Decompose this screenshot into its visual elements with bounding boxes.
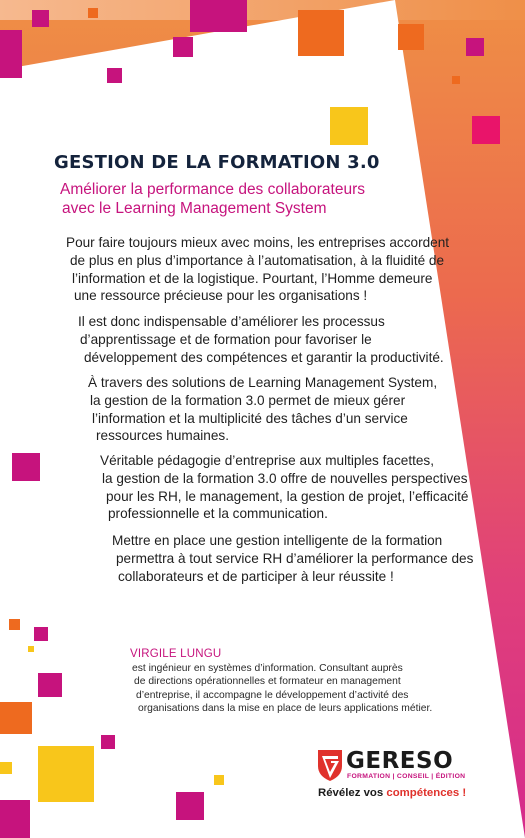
paragraph-line: ressources humaines. — [96, 428, 229, 444]
decor-square — [38, 673, 62, 697]
author-name: VIRGILE LUNGU — [130, 648, 222, 660]
paragraph-line: permettra à tout service RH d’améliorer la performance des — [116, 550, 474, 566]
body-paragraph-4 — [96, 452, 468, 523]
paragraph-line: d’apprentissage et de formation pour favoriser le — [80, 331, 372, 347]
paragraph-line: Mettre en place une gestion intelligente de la formation — [112, 533, 443, 548]
paragraph-line: développement des compétences et garantir la productivité. — [84, 349, 444, 365]
bio-line: est ingénieur en systèmes d’information. Consultant auprès — [132, 663, 403, 674]
decor-square — [0, 702, 32, 734]
paragraph-line: l’information et la multiplicité des tâches d’un service — [92, 410, 408, 426]
author-bio — [130, 662, 432, 716]
body-paragraph-5 — [108, 532, 473, 585]
paragraph-line: une ressource précieuse pour les organisations ! — [74, 288, 368, 304]
decor-square — [330, 107, 368, 145]
paragraph-line: la gestion de la formation 3.0 permet de mieux gérer — [90, 392, 406, 408]
body-paragraph-3 — [84, 374, 437, 445]
paragraph-line: l’information et de la logistique. Pourtant, l’Homme demeure — [72, 270, 433, 286]
decor-square — [398, 24, 424, 50]
publisher-tagline: FORMATION | CONSEIL | ÉDITION — [347, 773, 466, 780]
decor-square — [34, 627, 48, 641]
decor-square — [190, 0, 247, 32]
decor-square — [466, 38, 484, 56]
slogan-accent: compétences ! — [386, 787, 467, 799]
paragraph-line: À travers des solutions de Learning Management System, — [88, 375, 438, 390]
book-subtitle — [60, 180, 365, 218]
decor-square — [9, 619, 20, 630]
slogan-text: Révélez vos — [318, 787, 387, 799]
decor-square — [214, 775, 224, 785]
decor-square — [32, 10, 49, 27]
decor-square — [0, 30, 22, 78]
subtitle-line: Améliorer la performance des collaborateurs — [60, 181, 365, 198]
bio-line: d’entreprise, il accompagne le développement d’activité des — [136, 689, 409, 701]
decor-square — [88, 8, 98, 18]
book-title: GESTION DE LA FORMATION 3.0 — [54, 152, 380, 173]
paragraph-line: la gestion de la formation 3.0 offre de nouvelles perspectives — [102, 470, 468, 486]
decor-square — [0, 762, 12, 774]
paragraph-line: pour les RH, le management, la gestion de projet, l’efficacité — [106, 488, 469, 504]
paragraph-line: Il est donc indispensable d’améliorer les processus — [78, 314, 385, 329]
decor-square — [12, 453, 40, 481]
body-paragraph-1 — [62, 234, 449, 305]
paragraph-line: Véritable pédagogie d’entreprise aux multiples facettes, — [100, 453, 435, 468]
decor-square — [28, 646, 34, 652]
bio-line: organisations dans la mise en place de leurs applications métier. — [138, 703, 433, 715]
decor-square — [101, 735, 115, 749]
paragraph-line: Pour faire toujours mieux avec moins, les entreprises accordent — [66, 235, 450, 250]
decor-square — [107, 68, 122, 83]
decor-square — [173, 37, 193, 57]
paragraph-line: de plus en plus d’importance à l’automatisation, à la fluidité de — [70, 252, 445, 268]
gereso-shield-logo-icon — [316, 748, 344, 782]
decor-square — [0, 800, 30, 838]
publisher-slogan — [318, 787, 466, 799]
body-paragraph-2 — [74, 313, 444, 366]
decor-square — [472, 116, 500, 144]
decor-square — [298, 10, 344, 56]
paragraph-line: collaborateurs et de participer à leur réussite ! — [118, 568, 394, 584]
decor-square — [38, 746, 94, 802]
paragraph-line: professionnelle et la communication. — [108, 506, 328, 522]
publisher-name: GERESO — [346, 748, 454, 774]
decor-square — [452, 76, 460, 84]
decor-square — [176, 792, 204, 820]
bio-line: de directions opérationnelles et formateur en management — [134, 676, 401, 688]
subtitle-line: avec le Learning Management System — [62, 200, 327, 217]
